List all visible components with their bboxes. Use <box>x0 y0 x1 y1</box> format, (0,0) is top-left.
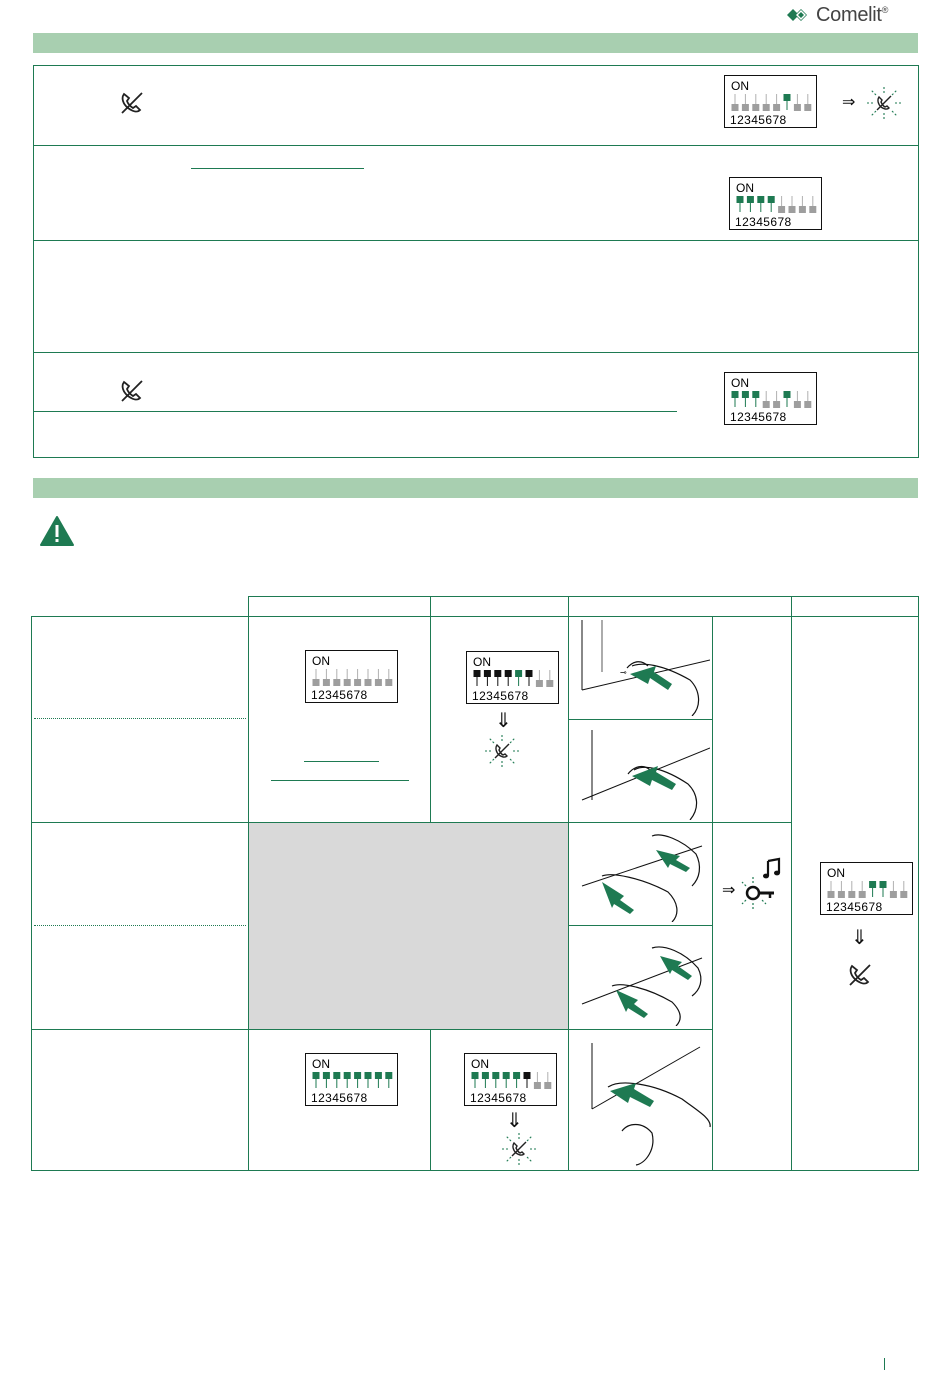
dip-switch-lever <box>794 104 801 111</box>
dotted-divider <box>34 925 246 926</box>
dip-switch-lever <box>526 670 533 677</box>
comelit-logo-mark <box>787 7 813 23</box>
section-bar-2 <box>33 478 918 498</box>
dip-switch-lever <box>375 679 382 686</box>
dip-on-label: ON <box>473 655 491 669</box>
mute-handset-icon <box>118 90 146 116</box>
dip-switch-lever <box>313 679 320 686</box>
row-divider <box>33 145 919 146</box>
row-divider <box>31 1029 712 1030</box>
dip-switch-lever <box>809 206 816 213</box>
dip-on-label: ON <box>731 376 749 390</box>
dip-numbers: 12345678 <box>735 215 792 229</box>
music-note-icon <box>762 857 784 881</box>
dip-switch-lever <box>848 891 855 898</box>
dip-switch-lever <box>732 391 739 398</box>
brand-reg: ® <box>881 5 889 15</box>
dip-on-label: ON <box>471 1057 489 1071</box>
dip-switch-lever <box>536 680 543 687</box>
warning-icon <box>39 515 75 547</box>
dip-numbers: 12345678 <box>472 689 529 703</box>
dip-switch-lever <box>482 1072 489 1079</box>
hand-press-illustration <box>572 1033 712 1167</box>
dip-switch <box>466 651 559 704</box>
dip-switch-lever <box>789 206 796 213</box>
dip-on-label: ON <box>731 79 749 93</box>
hand-press-illustration <box>572 722 710 820</box>
table-header-top <box>248 596 919 597</box>
dip-numbers: 12345678 <box>311 1091 368 1105</box>
dip-switch-lever <box>799 206 806 213</box>
dip-switch-lever <box>890 891 897 898</box>
arrow-down-icon: ⇓ <box>495 710 512 732</box>
dip-switch-lever <box>344 1072 351 1079</box>
dip-switch-lever <box>784 391 791 398</box>
dip-numbers: 12345678 <box>470 1091 527 1105</box>
dip-switch-lever <box>869 881 876 888</box>
flashing-mute-icon <box>484 734 520 773</box>
dip-switch-lever <box>365 1072 372 1079</box>
arrow-down-icon: ⇓ <box>851 927 868 949</box>
dip-switch <box>729 177 822 230</box>
dip-switch-lever <box>859 891 866 898</box>
brand-name: Comelit <box>816 3 882 26</box>
hand-press-illustration <box>572 620 710 716</box>
comelit-logo <box>787 4 919 26</box>
dip-switch <box>724 372 817 425</box>
dip-switch-lever <box>794 401 801 408</box>
dip-switch-lever <box>763 401 770 408</box>
dip-switch-lever <box>752 104 759 111</box>
dip-switch-lever <box>323 1072 330 1079</box>
arrow-down-icon: ⇓ <box>506 1110 523 1132</box>
dip-on-label: ON <box>312 1057 330 1071</box>
dip-switch-lever <box>900 891 907 898</box>
dip-switch-lever <box>313 1072 320 1079</box>
svg-text:⊸: ⊸ <box>620 668 627 677</box>
dip-switch-lever <box>737 196 744 203</box>
dip-switch-lever <box>474 670 481 677</box>
hand-press-illustration <box>572 928 710 1026</box>
dip-on-label: ON <box>312 654 330 668</box>
dip-switch-lever <box>804 104 811 111</box>
dip-switch-lever <box>354 1072 361 1079</box>
arrow-right-icon: ⇒ <box>842 94 856 111</box>
dip-switch-lever <box>732 104 739 111</box>
underline-link[interactable] <box>304 761 379 762</box>
dip-switch-lever <box>385 1072 392 1079</box>
col-divider <box>568 596 569 1171</box>
col-divider <box>791 596 792 1171</box>
dip-switch <box>724 75 817 128</box>
dip-switch <box>464 1053 557 1106</box>
dip-switch-lever <box>365 679 372 686</box>
dip-switch-lever <box>804 401 811 408</box>
dip-switch-lever <box>752 391 759 398</box>
dip-switch-lever <box>333 1072 340 1079</box>
hand-press-illustration <box>572 826 710 922</box>
dip-switch-lever <box>757 196 764 203</box>
dip-switch-lever <box>828 891 835 898</box>
col-divider <box>918 596 919 616</box>
dip-switch-lever <box>344 679 351 686</box>
grey-cell <box>249 823 568 1029</box>
dip-numbers: 12345678 <box>826 900 883 914</box>
dip-switch-lever <box>503 1072 510 1079</box>
dip-switch-lever <box>505 670 512 677</box>
cell-divider <box>568 925 712 926</box>
underline-link[interactable] <box>191 168 364 169</box>
dip-switch-lever <box>534 1082 541 1089</box>
dip-switch <box>820 862 913 915</box>
dip-switch-lever <box>773 401 780 408</box>
dip-switch-lever <box>513 1072 520 1079</box>
dip-numbers: 12345678 <box>311 688 368 702</box>
row-divider <box>33 352 919 353</box>
dip-switch-lever <box>494 670 501 677</box>
dip-numbers: 12345678 <box>730 410 787 424</box>
dip-switch-lever <box>784 94 791 101</box>
dip-switch-lever <box>333 679 340 686</box>
col-divider <box>712 616 713 1171</box>
mute-handset-icon <box>846 962 874 988</box>
dip-switch-lever <box>354 679 361 686</box>
dip-on-label: ON <box>736 181 754 195</box>
mute-handset-icon <box>118 378 146 404</box>
dip-switch-lever <box>880 881 887 888</box>
dip-switch-lever <box>768 196 775 203</box>
dip-switch-lever <box>763 104 770 111</box>
dotted-divider <box>34 718 246 719</box>
dip-switch <box>305 1053 398 1106</box>
dip-switch <box>305 650 398 703</box>
dip-switch-lever <box>838 891 845 898</box>
dip-on-label: ON <box>827 866 845 880</box>
flashing-mute-icon <box>866 86 902 125</box>
dip-switch-lever <box>773 104 780 111</box>
dip-switch-lever <box>544 1082 551 1089</box>
dip-switch-lever <box>546 680 553 687</box>
dip-switch-lever <box>747 196 754 203</box>
dip-switch-lever <box>515 670 522 677</box>
dip-switch-lever <box>472 1072 479 1079</box>
dip-switch-lever <box>492 1072 499 1079</box>
dip-switch-lever <box>742 104 749 111</box>
section-bar-1 <box>33 33 918 53</box>
dip-switch-lever <box>484 670 491 677</box>
row-divider <box>33 240 919 241</box>
dip-switch-lever <box>742 391 749 398</box>
underline-link[interactable] <box>271 780 409 781</box>
dip-switch-lever <box>323 679 330 686</box>
cell-divider <box>568 719 712 720</box>
dip-numbers: 12345678 <box>730 113 787 127</box>
dip-switch-lever <box>524 1072 531 1079</box>
flashing-mute-icon <box>501 1132 537 1171</box>
row-divider-partial <box>33 411 677 412</box>
dip-switch-lever <box>385 679 392 686</box>
arrow-right-icon: ⇒ <box>722 882 736 899</box>
dip-switch-lever <box>778 206 785 213</box>
page-marker <box>884 1358 885 1370</box>
dip-switch-lever <box>375 1072 382 1079</box>
